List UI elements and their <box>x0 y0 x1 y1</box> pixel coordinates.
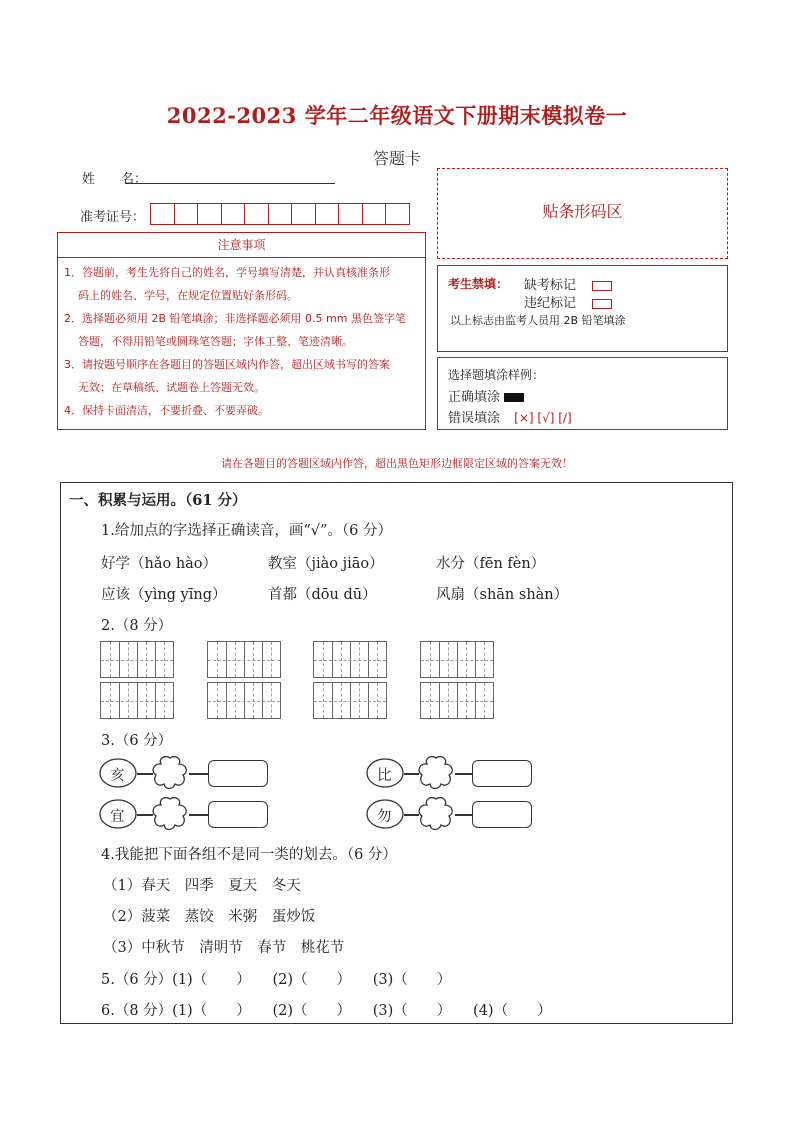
question-3: 3.（6 分） <box>101 733 173 749</box>
question-6[interactable]: 6.（8 分）(1)（ ） (2)（ ） (3)（ ） (4)（ ） <box>101 1003 552 1019</box>
wrong-fill-row <box>448 407 572 426</box>
q1-option[interactable]: 教室（jiào jiāo） <box>268 556 384 572</box>
section-title: 一、积累与运用。（61 分） <box>69 492 247 509</box>
connector-line <box>455 814 473 816</box>
notice-line: 2．选择题必须用 2B 铅笔填涂；非选择题必须用 0.5 mm 黑色签字笔 <box>64 312 406 325</box>
q1-option[interactable]: 应该（yìng yīng） <box>101 587 227 603</box>
wrong-fill-label: 错误填涂 <box>448 411 501 426</box>
wrong-fill-marks: [×] [√] [/] <box>514 411 572 425</box>
writing-grid[interactable] <box>100 641 174 678</box>
writing-grid[interactable] <box>100 682 174 719</box>
connector-line <box>189 773 209 775</box>
q1-option[interactable]: 好学（hǎo hào） <box>101 556 218 572</box>
q4-group[interactable]: （2）菠菜 蒸饺 米粥 蛋炒饭 <box>103 909 316 925</box>
q3-character: 亥 <box>110 768 125 784</box>
q4-group[interactable]: （3）中秋节 清明节 春节 桃花节 <box>103 940 345 956</box>
question-5[interactable]: 5.（6 分）(1)（ ） (2)（ ） (3)（ ） <box>101 972 452 988</box>
answer-box[interactable] <box>208 760 268 787</box>
absent-mark-box[interactable] <box>592 281 612 291</box>
name-input-line[interactable] <box>125 182 335 184</box>
absent-mark-label: 缺考标记 <box>524 278 577 293</box>
writing-grid[interactable] <box>313 641 387 678</box>
prohibit-label: 考生禁填： <box>448 277 509 291</box>
q1-option[interactable]: 水分（fēn fèn） <box>436 556 546 572</box>
q3-character: 比 <box>377 768 392 784</box>
notice-line: 1．答题前，考生先将自己的姓名，学号填写清楚，并认真核准条形 <box>64 266 390 279</box>
fill-sample-box <box>437 357 728 430</box>
correct-fill-row <box>448 386 524 405</box>
writing-grid[interactable] <box>313 682 387 719</box>
flower-blank-icon[interactable] <box>151 755 189 791</box>
page-subtitle: 答题卡 <box>372 149 421 168</box>
q3-character: 宜 <box>110 809 125 825</box>
q3-character: 勿 <box>377 809 392 825</box>
answer-box[interactable] <box>472 801 532 828</box>
violation-mark-label: 违纪标记 <box>524 296 577 311</box>
name-label: 姓 名： <box>82 172 148 187</box>
answer-area-warning: 请在各题目的答题区域内作答，超出黑色矩形边框限定区域的答案无效！ <box>221 457 573 470</box>
violation-mark-row <box>524 292 612 311</box>
notice-box <box>57 232 426 430</box>
answer-section-box <box>60 482 733 1024</box>
prohibit-note: 以上标志由监考人员用 2B 铅笔填涂 <box>450 314 626 327</box>
notice-line: 答题，不得用铅笔或圆珠笔答题；字体工整、笔迹清晰。 <box>78 335 353 348</box>
notice-line: 无效；在草稿纸、试题卷上答题无效。 <box>78 381 265 394</box>
question-4: 4.我能把下面各组不是同一类的划去。（6 分） <box>101 847 397 863</box>
connector-line <box>455 773 473 775</box>
writing-grid[interactable] <box>207 641 281 678</box>
question-1: 1.给加点的字选择正确读音，画“√”。（6 分） <box>101 523 392 539</box>
flower-blank-icon[interactable] <box>417 755 455 791</box>
absent-mark-row <box>524 274 612 293</box>
prohibit-box <box>437 265 728 352</box>
correct-fill-label: 正确填涂 <box>448 390 501 405</box>
q4-group[interactable]: （1）春天 四季 夏天 冬天 <box>103 878 301 894</box>
violation-mark-box[interactable] <box>592 299 612 309</box>
flower-blank-icon[interactable] <box>151 796 189 832</box>
q1-option[interactable]: 首都（dōu dū） <box>268 587 377 603</box>
answer-box[interactable] <box>208 801 268 828</box>
notice-line: 3．请按题号顺序在各题目的答题区域内作答，超出区域书写的答案 <box>64 358 390 371</box>
q1-option[interactable]: 风扇（shān shàn） <box>436 587 569 603</box>
answer-box[interactable] <box>472 760 532 787</box>
id-label: 准考证号： <box>80 210 146 225</box>
flower-blank-icon[interactable] <box>417 796 455 832</box>
notice-heading: 注意事项 <box>58 233 425 258</box>
id-number-boxes[interactable] <box>150 203 410 226</box>
writing-grid[interactable] <box>420 641 494 678</box>
notice-line: 4．保持卡面清洁，不要折叠、不要弄破。 <box>64 404 269 417</box>
writing-grid[interactable] <box>207 682 281 719</box>
filled-mark-icon <box>504 393 524 402</box>
notice-line: 码上的姓名、学号，在规定位置贴好条形码。 <box>78 289 298 302</box>
question-2: 2.（8 分） <box>101 618 173 634</box>
writing-grid[interactable] <box>420 682 494 719</box>
sample-title: 选择题填涂样例： <box>448 368 545 382</box>
barcode-area: 贴条形码区 <box>437 168 728 259</box>
connector-line <box>189 814 209 816</box>
page-title: 2022-2023 学年二年级语文下册期末模拟卷一 <box>166 103 628 128</box>
